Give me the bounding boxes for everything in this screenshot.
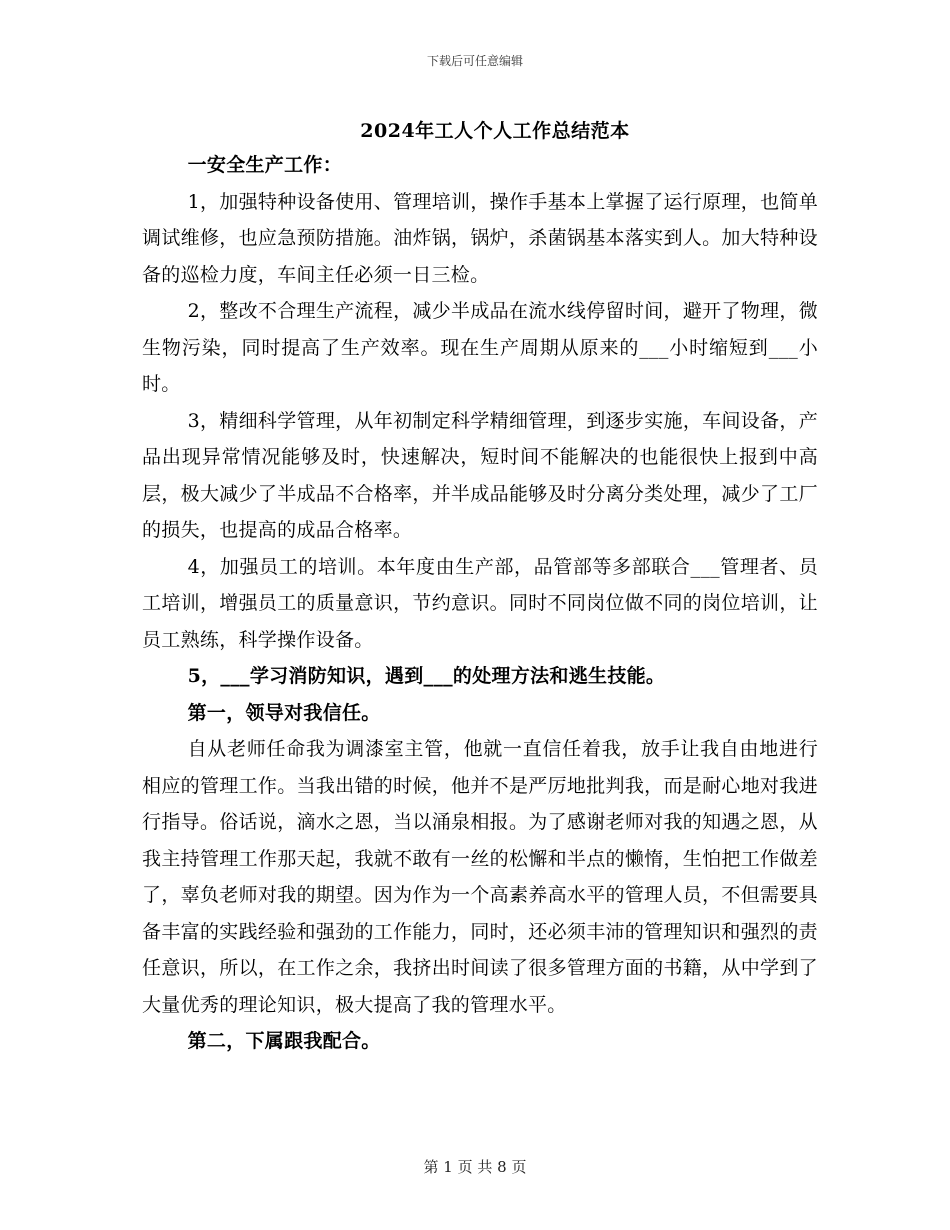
document-title: 2024年工人个人工作总结范本 <box>360 120 630 142</box>
paragraph: 自从老师任命我为调漆室主管，他就一直信任着我，放手让我自由地进行相应的管理工作。当我出错的时候，他并不是严厉地批判我，而是耐心地对我进行指导。俗话说，滴水之恩，当以涌泉相报。为了感谢老师对我的知遇之恩，从我主持管理工作那天起，我就不敢有一丝的松懈和半点的懒惰，生怕把工作做差了，辜负老师对我的期望。因为作为一个高素养高水平的管理人员，不但需要具备丰富的实践经验和强劲的工作能力，同时，还必须丰沛的管理知识和强烈的责任意识，所以，在工作之余，我挤出时间读了很多管理方面的书籍，从中学到了大量优秀的理论知识，极大提高了我的管理水平。 <box>142 738 818 1016</box>
paragraph: 4，加强员工的培训。本年度由生产部，品管部等多部联合___管理者、员工培训，增强员工的质量意识，节约意识。同时不同岗位做不同的岗位培训，让员工熟练，科学操作设备。 <box>142 555 818 651</box>
paragraph: 3，精细科学管理，从年初制定科学精细管理，到逐步实施，车间设备，产品出现异常情况能够及时，快速解决，短时间不能解决的也能很快上报到中高层，极大减少了半成品不合格率，并半成品能够及时分离分类处理，减少了工厂的损失，也提高的成品合格率。 <box>142 409 818 541</box>
paragraph: 1，加强特种设备使用、管理培训，操作手基本上掌握了运行原理，也简单调试维修，也应急预防措施。油炸锅，锅炉，杀菌锅基本落实到人。加大特种设备的巡检力度，车间主任必须一日三检。 <box>142 190 818 286</box>
page-number: 第 1 页 共 8 页 <box>423 1158 527 1176</box>
paragraph: 5，___学习消防知识，遇到___的处理方法和逃生技能。 <box>187 665 666 687</box>
paragraph: 2，整改不合理生产流程，减少半成品在流水线停留时间，避开了物理，微生物污染，同时提高了生产效率。现在生产周期从原来的___小时缩短到___小时。 <box>142 300 818 395</box>
section-heading-trust: 第一，领导对我信任。 <box>187 701 381 724</box>
section-heading-safety: 一安全生产工作： <box>187 154 342 176</box>
header-note: 下载后可任意编辑 <box>426 54 523 68</box>
section-heading-cooperation: 第二，下属跟我配合。 <box>187 1030 381 1052</box>
document-body <box>142 147 818 1060</box>
